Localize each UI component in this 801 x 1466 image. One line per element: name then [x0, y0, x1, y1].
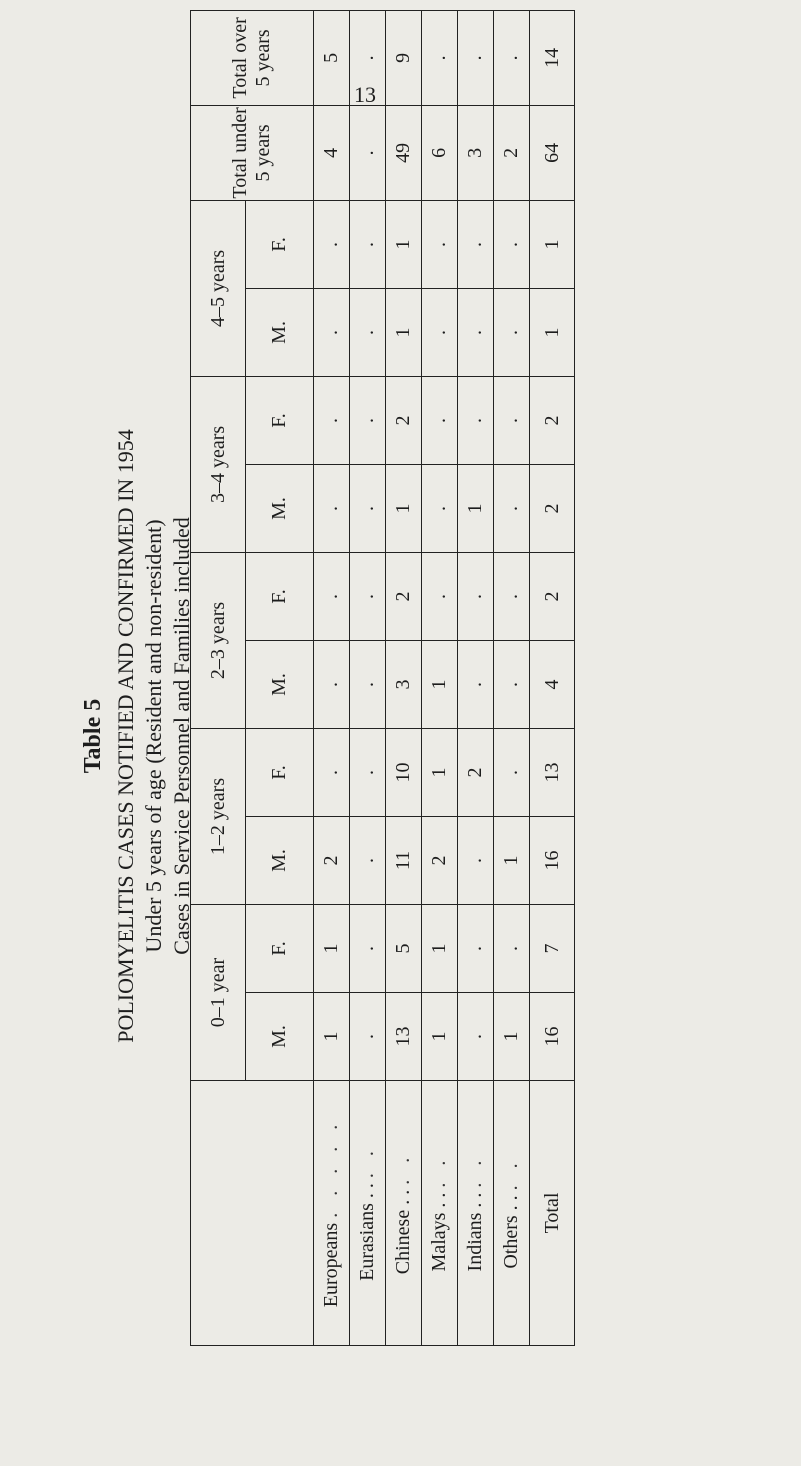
- title-block: [80, 366, 197, 1106]
- leader-dots: . .: [500, 1157, 522, 1191]
- table-cell: 2: [314, 816, 350, 904]
- race-name: Malays . .: [428, 1192, 450, 1272]
- sex-header-female: F.: [246, 728, 314, 816]
- table-cell: .: [494, 200, 530, 288]
- table-row: [314, 10, 350, 1345]
- table-cell: .: [458, 288, 494, 376]
- table-cell: .: [458, 640, 494, 728]
- stub-header: [191, 1081, 314, 1346]
- total-cell: 1: [530, 200, 575, 288]
- total-cell: 2: [530, 552, 575, 640]
- table-cell: .: [422, 10, 458, 105]
- total-under-header: Total under 5 years: [191, 105, 314, 200]
- table-cell: .: [314, 464, 350, 552]
- sex-header-male: M.: [246, 464, 314, 552]
- age-group-header: 2–3 years: [191, 552, 246, 728]
- table-cell: .: [350, 200, 386, 288]
- total-cell: 1: [530, 288, 575, 376]
- table-body: [314, 10, 575, 1345]
- table-cell: 2: [494, 105, 530, 200]
- leader-dots: . .: [392, 1151, 414, 1185]
- leader-dots: . .: [356, 1145, 378, 1179]
- race-label: [314, 1081, 350, 1346]
- total-cell: 16: [530, 816, 575, 904]
- table-cell: 1: [386, 200, 422, 288]
- leader-dots: . .: [464, 1154, 486, 1188]
- table-cell: .: [350, 288, 386, 376]
- table-cell: .: [350, 10, 386, 105]
- table-cell: .: [314, 376, 350, 464]
- table-cell: 2: [386, 552, 422, 640]
- table-cell: .: [494, 552, 530, 640]
- table-cell: 1: [494, 993, 530, 1081]
- total-row: [530, 10, 575, 1345]
- table-cell: .: [422, 200, 458, 288]
- table-cell: .: [422, 376, 458, 464]
- table-cell: .: [458, 816, 494, 904]
- table-cell: 13: [386, 993, 422, 1081]
- table-row: [494, 10, 530, 1345]
- table-cell: .: [350, 993, 386, 1081]
- subtitle-line-1: Under 5 years of age (Resident and non-resident): [141, 519, 166, 953]
- race-label: [458, 1081, 494, 1346]
- table-cell: 1: [314, 904, 350, 992]
- age-group-header: 0–1 year: [191, 904, 246, 1080]
- race-name: Chinese . .: [392, 1189, 414, 1275]
- total-label: Total: [530, 1081, 575, 1346]
- table-cell: .: [494, 464, 530, 552]
- table-cell: 2: [458, 728, 494, 816]
- age-group-header: 3–4 years: [191, 376, 246, 552]
- table-cell: 4: [314, 105, 350, 200]
- age-group-header: 4–5 years: [191, 200, 246, 376]
- table-cell: .: [350, 904, 386, 992]
- table-cell: 1: [386, 464, 422, 552]
- total-cell: 16: [530, 993, 575, 1081]
- table-cell: 5: [386, 904, 422, 992]
- table-cell: .: [350, 552, 386, 640]
- table-cell: .: [494, 640, 530, 728]
- leader-dots: . .: [428, 1154, 450, 1188]
- table-cell: .: [422, 552, 458, 640]
- table-cell: .: [458, 10, 494, 105]
- table-cell: 9: [386, 10, 422, 105]
- total-over-header: Total over 5 years: [191, 10, 314, 105]
- race-name: Others . .: [500, 1195, 522, 1269]
- table-row: [422, 10, 458, 1345]
- table-label: Table 5: [80, 698, 106, 774]
- sex-header-male: M.: [246, 816, 314, 904]
- race-label: [386, 1081, 422, 1346]
- sex-header-male: M.: [246, 288, 314, 376]
- race-name: Indians . .: [464, 1192, 486, 1272]
- sex-header-male: M.: [246, 640, 314, 728]
- total-cell: 13: [530, 728, 575, 816]
- sex-header-female: F.: [246, 904, 314, 992]
- table-cell: .: [350, 464, 386, 552]
- table-row: [458, 10, 494, 1345]
- total-cell: 2: [530, 464, 575, 552]
- total-cell: 64: [530, 105, 575, 200]
- table-cell: 1: [494, 816, 530, 904]
- table-cell: .: [350, 728, 386, 816]
- table-cell: .: [314, 200, 350, 288]
- table-cell: 1: [386, 288, 422, 376]
- table-cell: .: [458, 904, 494, 992]
- table-cell: .: [458, 552, 494, 640]
- table-cell: .: [314, 728, 350, 816]
- race-name: Eurasians . .: [356, 1183, 378, 1281]
- sex-header-female: F.: [246, 552, 314, 640]
- table-cell: 1: [458, 464, 494, 552]
- total-cell: 4: [530, 640, 575, 728]
- table-cell: .: [350, 640, 386, 728]
- table-cell: .: [422, 464, 458, 552]
- table-cell: 1: [314, 993, 350, 1081]
- table-cell: 10: [386, 728, 422, 816]
- total-cell: 2: [530, 376, 575, 464]
- table-cell: .: [494, 10, 530, 105]
- table-cell: .: [350, 376, 386, 464]
- table-cell: .: [458, 376, 494, 464]
- race-label: [494, 1081, 530, 1346]
- table-cell: 6: [422, 105, 458, 200]
- table-cell: 1: [422, 640, 458, 728]
- cases-table: [190, 10, 575, 1346]
- table-cell: .: [458, 993, 494, 1081]
- table-title: POLIOMYELITIS CASES NOTIFIED AND CONFIRMED IN 1954: [113, 429, 138, 1043]
- table-row: [386, 10, 422, 1345]
- table-cell: .: [422, 288, 458, 376]
- table-cell: 3: [458, 105, 494, 200]
- race-name: Europeans: [320, 1222, 342, 1308]
- sex-header-female: F.: [246, 200, 314, 288]
- total-cell: 14: [530, 10, 575, 105]
- table-cell: 1: [422, 904, 458, 992]
- age-group-header: 1–2 years: [191, 728, 246, 904]
- table-cell: .: [458, 200, 494, 288]
- table-cell: 5: [314, 10, 350, 105]
- table-cell: .: [350, 105, 386, 200]
- race-label: [422, 1081, 458, 1346]
- table-cell: .: [494, 376, 530, 464]
- table-cell: .: [314, 640, 350, 728]
- race-label: [350, 1081, 386, 1346]
- table-cell: 3: [386, 640, 422, 728]
- table-cell: 2: [422, 816, 458, 904]
- table-cell: 11: [386, 816, 422, 904]
- subtitle-line-2: Cases in Service Personnel and Families included: [169, 517, 194, 955]
- table-cell: .: [494, 904, 530, 992]
- sex-header-male: M.: [246, 993, 314, 1081]
- table-cell: .: [314, 288, 350, 376]
- sex-header-female: F.: [246, 376, 314, 464]
- total-cell: 7: [530, 904, 575, 992]
- table-cell: 1: [422, 993, 458, 1081]
- page-number: 13: [354, 82, 376, 107]
- table-cell: 49: [386, 105, 422, 200]
- table-cell: .: [494, 728, 530, 816]
- table-cell: .: [314, 552, 350, 640]
- table-row: [350, 10, 386, 1345]
- table-cell: 1: [422, 728, 458, 816]
- table-cell: .: [350, 816, 386, 904]
- table-cell: .: [494, 288, 530, 376]
- leader-dots: . . . . .: [320, 1118, 342, 1218]
- table-cell: 2: [386, 376, 422, 464]
